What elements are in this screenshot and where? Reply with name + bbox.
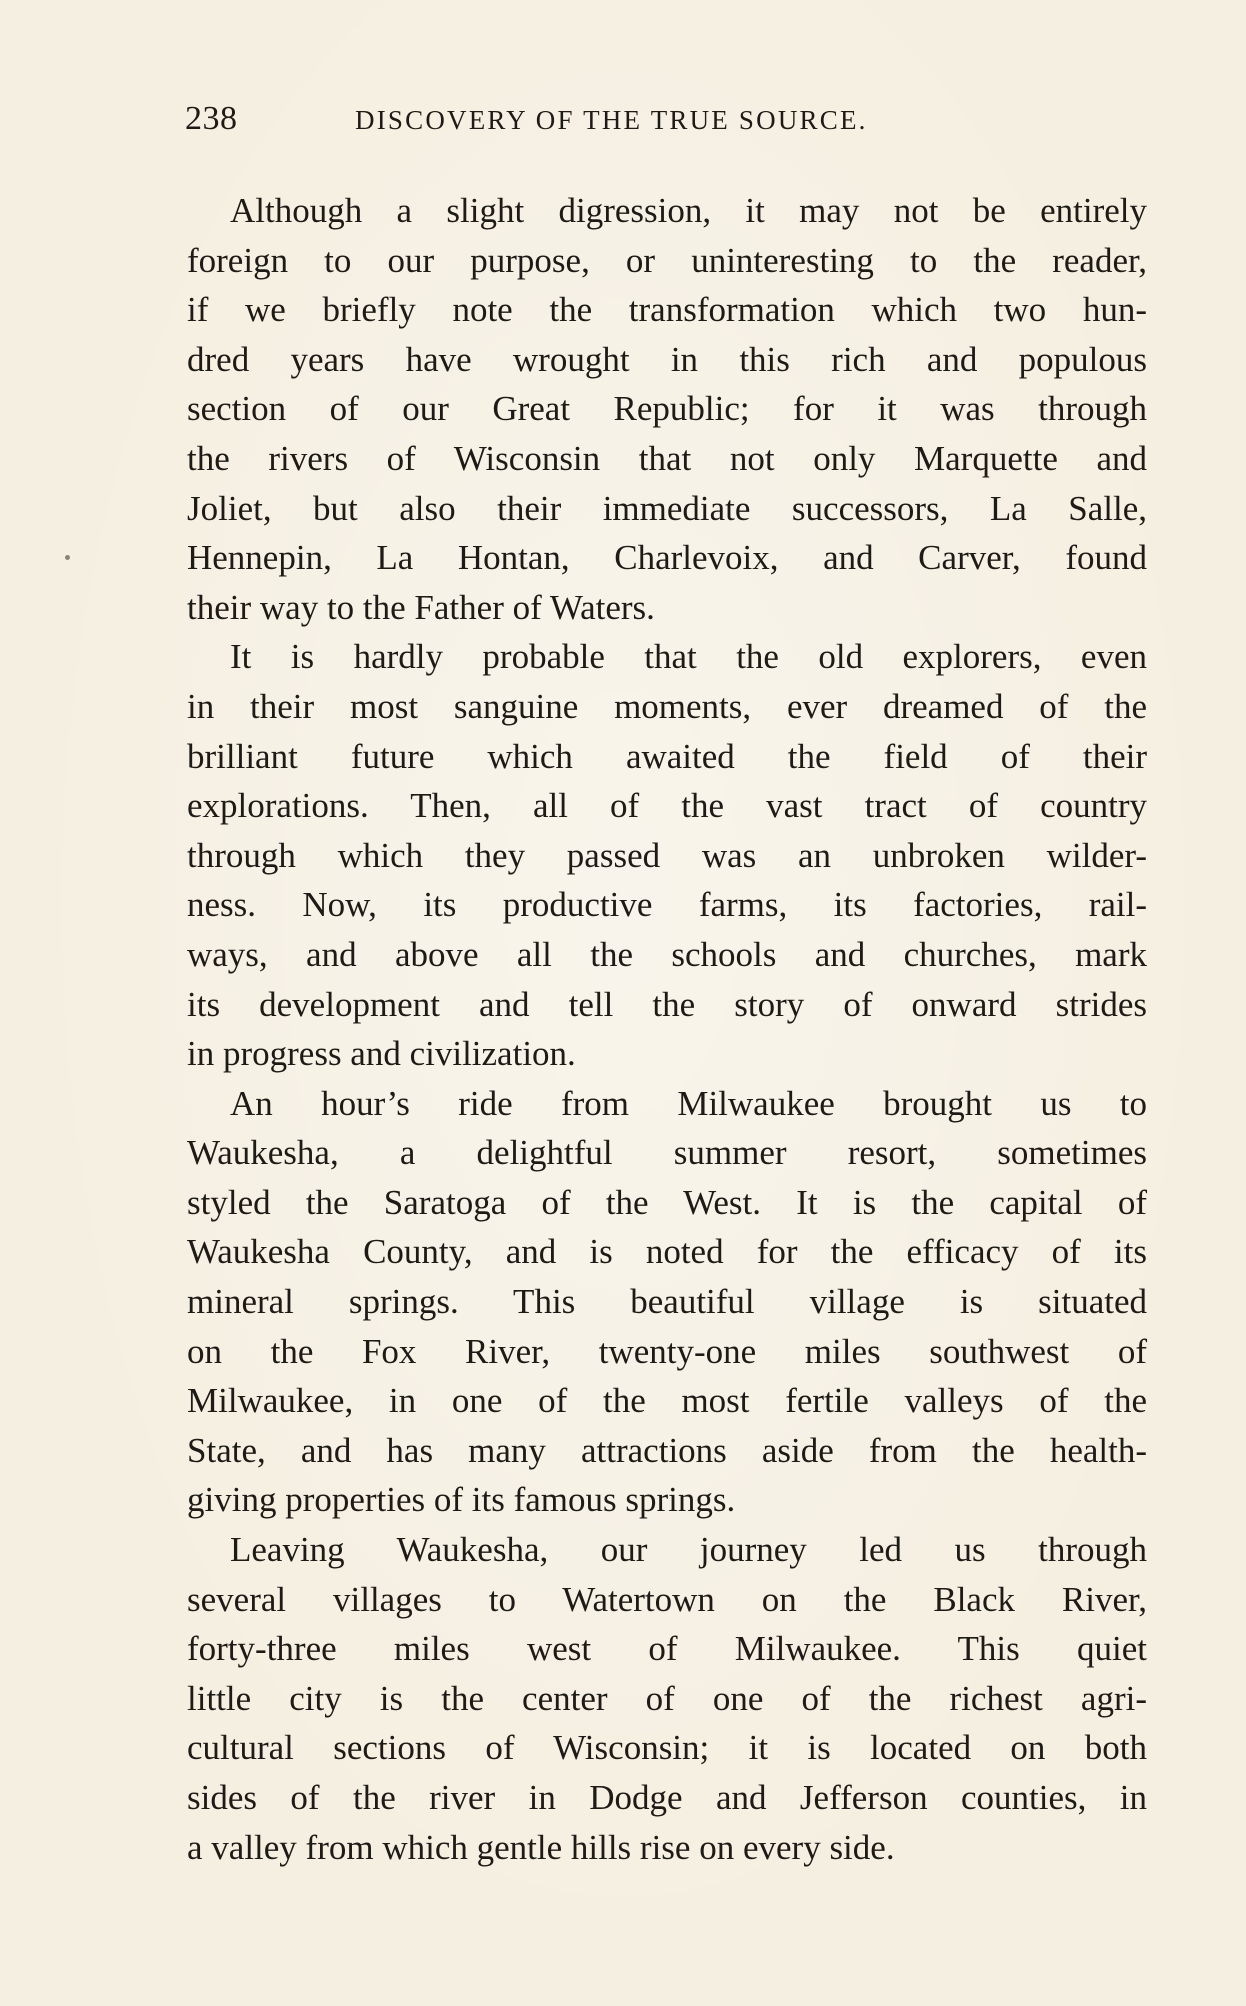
text-line: State, and has many attractions aside from the health- bbox=[187, 1430, 1147, 1470]
text-line: Hennepin, La Hontan, Charlevoix, and Carver, found bbox=[187, 538, 1147, 578]
text-line: ness. Now, its productive farms, its factories, rail- bbox=[187, 885, 1147, 925]
text-line: Although a slight digression, it may not be entirely bbox=[230, 191, 1147, 230]
text-line: a valley from which gentle hills rise on every side. bbox=[187, 1827, 895, 1867]
text-line: their way to the Father of Waters. bbox=[187, 587, 655, 627]
text-line: ways, and above all the schools and churches, mark bbox=[187, 934, 1147, 974]
text-line: giving properties of its famous springs. bbox=[187, 1480, 736, 1520]
text-line: through which they passed was an unbroken wilder- bbox=[187, 835, 1147, 875]
text-line: on the Fox River, twenty-one miles southwest of bbox=[187, 1331, 1147, 1371]
text-line: Joliet, but also their immediate successors, La Salle, bbox=[187, 488, 1147, 528]
page-header bbox=[185, 100, 1145, 146]
text-line: the rivers of Wisconsin that not only Marquette and bbox=[187, 438, 1147, 478]
text-line: An hour’s ride from Milwaukee brought us to bbox=[230, 1083, 1147, 1123]
text-line: explorations. Then, all of the vast tract of country bbox=[187, 786, 1147, 826]
text-line: its development and tell the story of onward strides bbox=[187, 984, 1147, 1024]
paragraph bbox=[187, 1525, 1147, 1872]
paragraph bbox=[187, 1079, 1147, 1525]
text-line: brilliant future which awaited the field of their bbox=[187, 736, 1147, 776]
paragraph bbox=[187, 632, 1147, 1078]
text-line: foreign to our purpose, or uninteresting to the reader, bbox=[187, 240, 1147, 280]
text-line: Waukesha County, and is noted for the efficacy of its bbox=[187, 1232, 1147, 1272]
margin-speck bbox=[65, 555, 70, 560]
text-line: Leaving Waukesha, our journey led us through bbox=[230, 1530, 1147, 1570]
running-head: DISCOVERY OF THE TRUE SOURCE. bbox=[355, 105, 868, 135]
text-line: several villages to Watertown on the Black River, bbox=[187, 1579, 1147, 1619]
page-number: 238 bbox=[185, 100, 238, 137]
text-line: in progress and civilization. bbox=[187, 1034, 576, 1074]
text-line: Milwaukee, in one of the most fertile valleys of the bbox=[187, 1381, 1147, 1421]
text-line: Waukesha, a delightful summer resort, sometimes bbox=[187, 1133, 1147, 1173]
text-line: It is hardly probable that the old explorers, even bbox=[230, 637, 1147, 677]
text-line: little city is the center of one of the richest agri- bbox=[187, 1678, 1147, 1718]
text-line: section of our Great Republic; for it was through bbox=[187, 389, 1147, 429]
text-line: dred years have wrought in this rich and populous bbox=[187, 339, 1147, 379]
text-line: cultural sections of Wisconsin; it is located on both bbox=[187, 1728, 1147, 1768]
body-text bbox=[187, 186, 1147, 1872]
text-line: styled the Saratoga of the West. It is the capital of bbox=[187, 1182, 1147, 1222]
paragraph bbox=[187, 186, 1147, 632]
text-line: in their most sanguine moments, ever dreamed of the bbox=[187, 686, 1147, 726]
text-line: forty-three miles west of Milwaukee. This quiet bbox=[187, 1629, 1147, 1669]
text-line: if we briefly note the transformation which two hun- bbox=[187, 290, 1147, 330]
text-line: sides of the river in Dodge and Jefferson counties, in bbox=[187, 1778, 1147, 1817]
text-line: mineral springs. This beautiful village is situated bbox=[187, 1282, 1147, 1322]
